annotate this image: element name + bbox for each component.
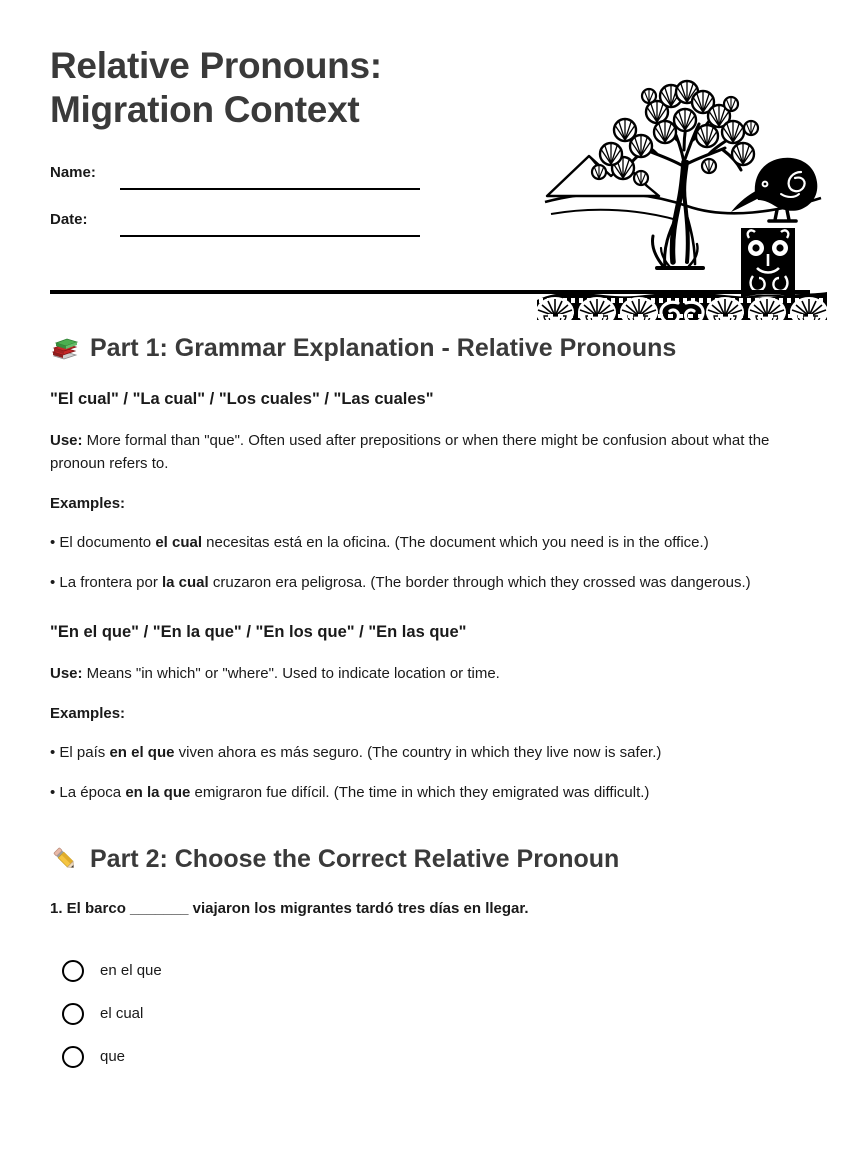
- kowhaiwhai-border: [537, 292, 827, 320]
- example-highlight: en la que: [125, 784, 191, 801]
- date-field-label: Date:: [50, 211, 88, 228]
- part-2-heading: [50, 844, 810, 874]
- block-1-examples-label: Examples:: [50, 494, 126, 512]
- example-pre: • La época: [50, 784, 126, 801]
- question-1-text: 1. El barco _______ viajaron los migrantes tardó tres días en llegar.: [50, 900, 529, 918]
- example-highlight: el cual: [155, 533, 203, 551]
- grammar-block-el-cual: [50, 390, 810, 594]
- name-field-label: Name:: [50, 164, 96, 181]
- example-highlight: en el que: [109, 743, 175, 761]
- block-1-example-2: [50, 571, 810, 594]
- block-2-example-2: [50, 781, 810, 804]
- block-2-subheading: "En el que" / "En la que" / "En los que" / "En las que": [50, 623, 467, 642]
- student-info-fields: [50, 160, 480, 254]
- section-part-1: [50, 334, 810, 804]
- header-divider: [50, 290, 810, 294]
- section-part-2: [50, 844, 810, 1078]
- option-label: en el que: [100, 962, 162, 980]
- block-1-use-text: More formal than "que". Often used after prepositions or when there might be confusion about what the pronoun refers to.: [50, 432, 770, 473]
- part-1-heading: [50, 334, 810, 364]
- example-post: necesitas está en la oficina. (The document which you need is in the office.): [202, 533, 709, 551]
- example-highlight: la cual: [161, 574, 209, 591]
- date-field-line[interactable]: [120, 235, 420, 237]
- block-2-examples-label: Examples:: [50, 704, 126, 722]
- maori-new-zealand-scene-illustration: [537, 62, 827, 320]
- example-post: viven ahora es más seguro. (The country in which they live now is safer.): [174, 743, 662, 761]
- worksheet-header: [50, 0, 810, 290]
- block-1-examples-label-row: [50, 492, 810, 515]
- radio-button[interactable]: [62, 960, 84, 982]
- grammar-block-en-el-que: [50, 623, 810, 804]
- date-field-row: [50, 207, 480, 254]
- question-1-options: [62, 949, 810, 1078]
- block-2-use-label: Use:: [50, 665, 83, 683]
- option-el-cual[interactable]: [62, 992, 810, 1035]
- option-que[interactable]: [62, 1035, 810, 1078]
- block-2-example-1: [50, 741, 810, 764]
- radio-button[interactable]: [62, 1046, 84, 1068]
- part-1-heading-text: Part 1: Grammar Explanation - Relative Pronouns: [90, 334, 677, 363]
- example-post: cruzaron era peligrosa. (The border through which they crossed was dangerous.): [208, 574, 751, 591]
- radio-button[interactable]: [62, 1003, 84, 1025]
- example-pre: • El documento: [50, 533, 156, 551]
- block-1-use-label: Use:: [50, 432, 83, 449]
- block-1-subheading: "El cual" / "La cual" / "Los cuales" / "Las cuales": [50, 390, 434, 408]
- part-2-heading-text: Part 2: Choose the Correct Relative Pronoun: [90, 844, 620, 873]
- block-1-use: [50, 429, 810, 476]
- option-label: el cual: [100, 1005, 144, 1023]
- example-pre: • La frontera por: [50, 574, 162, 591]
- name-field-line[interactable]: [120, 188, 420, 190]
- books-icon: [50, 334, 80, 364]
- pencil-icon: [50, 844, 80, 874]
- page-title: Relative Pronouns: Migration Context: [50, 45, 382, 131]
- block-2-use: [50, 662, 810, 685]
- example-pre: • El país: [50, 743, 110, 761]
- block-2-use-text: Means "in which" or "where". Used to indicate location or time.: [82, 665, 500, 683]
- example-post: emigraron fue difícil. (The time in which they emigrated was difficult.): [190, 784, 650, 801]
- name-field-row: [50, 160, 480, 207]
- option-en-el-que[interactable]: [62, 949, 810, 992]
- block-1-example-1: [50, 531, 810, 554]
- block-2-examples-label-row: [50, 702, 810, 725]
- option-label: que: [100, 1048, 126, 1066]
- kiwi-bird: [731, 158, 817, 221]
